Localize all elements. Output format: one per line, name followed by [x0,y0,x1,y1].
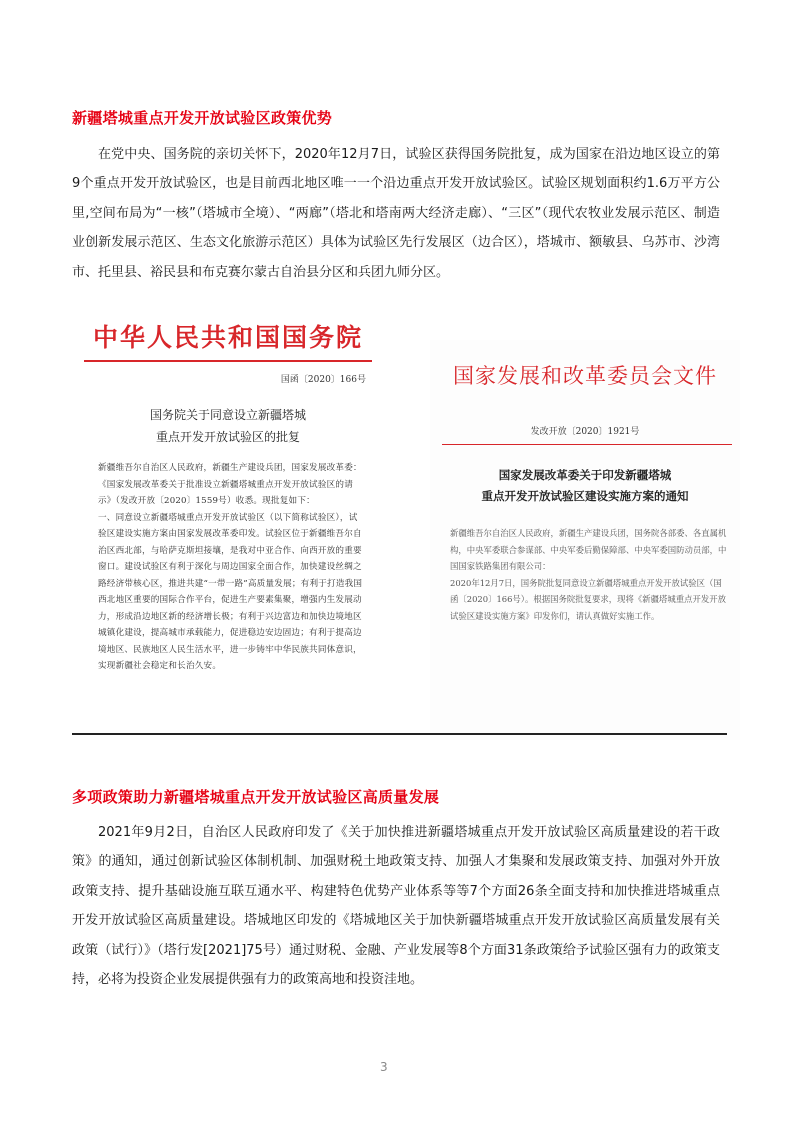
section1-title: 新疆塔城重点开发开放试验区政策优势 [72,109,333,127]
section1-paragraph: 在党中央、国务院的亲切关怀下，2020年12月7日，试验区获得国务院批复，成为国家在沿边地区设立的第9个重点开发开放试验区，也是目前西北地区唯一一个沿边重点开发开放试验区。试验区规划面积约1.6万平方公里,空间布局为“一核”（塔城市全境）、“两廊”（塔北和塔南两大经济走廊）、“三区”（现代农牧业发展示范区、制造业创新发展示范区、生态文化旅游示范区）具体为试验区先行发展区（边合区），塔城市、额敏县、乌苏市、沙湾市、托里县、裕民县和布克赛尔蒙古自治县分区和兵团九师分区。 [72,147,720,280]
doc-right-title-line2: 重点开发开放试验区建设实施方案的通知 [481,489,689,503]
doc-left-number: 国函〔2020〕166号 [280,375,366,385]
page-number: 3 [380,1060,388,1074]
section2-paragraph: 2021年9月2日，自治区人民政府印发了《关于加快推进新疆塔城重点开发开放试验区高质量建设的若干政策》的通知，通过创新试验区体制机制、加强财税土地政策支持、加强人才集聚和发展政策支持、加强对外开放政策支持、提升基础设施互联互通水平、构建特色优势产业体系等等7个方面26条全面支持和加快推进塔城重点开发开放试验区高质量建设。塔城地区印发的《塔城地区关于加快新疆塔城重点开发开放试验区高质量发展有关政策（试行）》（塔行发[2021]75号）通过财税、金融、产业发展等8个方面31条政策给予试验区强有力的政策支持，必将为投资企业发展提供强有力的政策高地和投资洼地。 [72,825,720,988]
section2-title: 多项政策助力新疆塔城重点开发开放试验区高质量发展 [72,788,440,806]
section-divider [72,733,727,735]
doc-left-header: 中华人民共和国国务院 [92,323,363,352]
doc-right-header: 国家发展和改革委员会文件 [453,364,717,388]
doc-right-red-rule [442,444,732,445]
doc-left-body: 新疆维吾尔自治区人民政府，新疆生产建设兵团，国家发展改革委： 《国家发展改革委关于批准设立新疆塔城重点开发开放试验区的请示》（发改开放〔2020〕1559号）收悉。现批复如下： 一、同意设立新疆塔城重点开发开放试验区（以下简称试验区），试验区建设实施方案由国家发展改革委印发。试验区位于新疆维吾尔自治区西北部，与哈萨克斯坦接壤，是我对中亚合作、向西开放的重要窗口。建设试验区有利于深化与周边国家全面合作，加快建设丝绸之路经济带核心区，推进共建“一带一路”高质量发展；有利于打造我国西北地区重要的国际合作平台，促进生产要素集聚，增强内生发展动力，形成沿边地区新的经济增长极；有利于兴边富边和加快边境地区城镇化建设，提高城市承载能力，促进稳边安边固边；有利于提高边境地区、民族地区人民生活水平，进一步铸牢中华民族共同体意识，实现新疆社会稳定和长治久安。 [98,463,363,671]
doc-left-red-rule [84,360,372,362]
doc-left-title-line2: 重点开发开放试验区的批复 [155,430,300,444]
doc-right-title-line1: 国家发展改革委关于印发新疆塔城 [498,468,672,482]
doc-left-title-line1: 国务院关于同意设立新疆塔城 [149,408,306,422]
doc-left-title [78,404,378,448]
doc-right-number: 发改开放〔2020〕1921号 [530,427,640,437]
doc-right-title [430,465,740,507]
ndrc-document [430,340,740,740]
doc-right-body: 新疆维吾尔自治区人民政府，新疆生产建设兵团，国务院各部委、各直属机构，中央军委联合参谋部、中央军委后勤保障部、中央军委国防动员部，中国国家铁路集团有限公司： 2020年12月7日，国务院批复同意设立新疆塔城重点开发开放试验区（国函〔2020〕166号）。根据国务院批复要求，现将《新疆塔城重点开发开放试验区建设实施方案》印发你们，请认真做好实施工作。 [450,528,727,621]
state-council-document [78,318,378,718]
